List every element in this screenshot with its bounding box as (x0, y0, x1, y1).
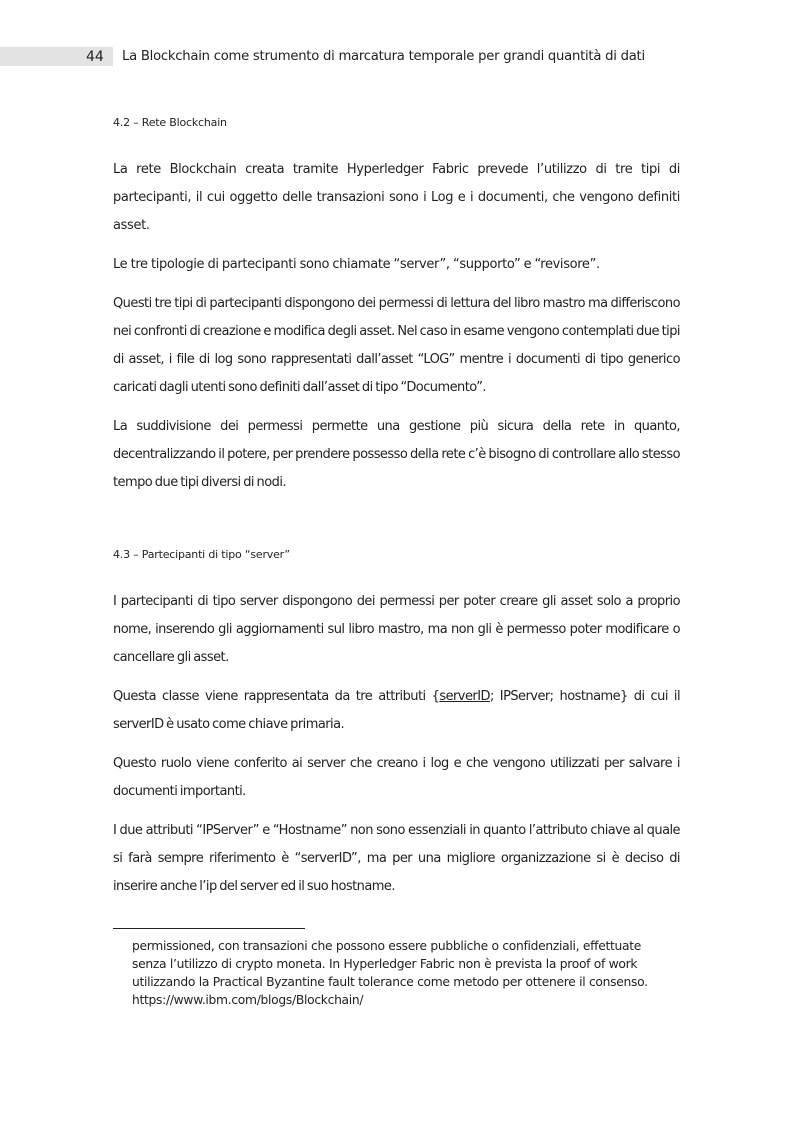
section-heading-4-2: 4.2 – Rete Blockchain (113, 116, 227, 129)
paragraph: I due attributi “IPServer” e “Hostname” non sono essenziali in quanto l’attributo chiave al quale si farà sempre riferimento è “serverID”, ma per una migliore organizzazione si è deciso di inserire anche l’ip del server ed il suo hostname. (113, 823, 680, 894)
paragraph: La suddivisione dei permessi permette una gestione più sicura della rete in quanto, decentralizzando il potere, per prendere possesso della rete c’è bisogno di controllare allo stesso tempo due tipi diversi di nodi. (113, 419, 680, 490)
text-segment: ; IPServer; hostname} di cui il serverID è usato come chiave primaria. (113, 689, 680, 732)
section-heading-4-3: 4.3 – Partecipanti di tipo “server” (113, 548, 290, 561)
primary-key-term: serverID (439, 689, 490, 704)
footnote (132, 937, 672, 1009)
paragraph: Le tre tipologie di partecipanti sono chiamate “server”, “supporto” e “revisore”. (113, 257, 600, 272)
paragraph: I partecipanti di tipo server dispongono dei permessi per poter creare gli asset solo a proprio nome, inserendo gli aggiornamenti sul libro mastro, ma non gli è permesso poter modificare o cancellare gli asset. (113, 594, 680, 665)
page-number: 44 (86, 49, 104, 65)
text-segment: Questa classe viene rappresentata da tre attributi { (113, 689, 440, 704)
footnote-rule (113, 928, 305, 929)
paragraph: Questo ruolo viene conferito ai server che creano i log e che vengono utilizzati per salvare i documenti importanti. (113, 756, 680, 799)
paragraph: Questi tre tipi di partecipanti dispongono dei permessi di lettura del libro mastro ma differiscono nei confronti di creazione e modifica degli asset. Nel caso in esame vengono contemplati due tipi di asset, i file di log sono rappresentati dall’asset “LOG” mentre i documenti di tipo generico caricati dagli utenti sono definiti dall’asset di tipo “Documento”. (113, 296, 680, 395)
footnote-text: permissioned, con transazioni che possono essere pubbliche o confidenziali, effettuate senza l’utilizzo di crypto moneta. In Hyperledger Fabric non è prevista la proof of work utilizzando la Practical Byzantine fault tolerance come metodo per ottenere il consenso. https://www.ibm.com/blogs/Blockchain/ (132, 939, 648, 1007)
section-4-3-body (113, 588, 680, 901)
section-4-2-body (113, 156, 680, 497)
paragraph-attributes (113, 683, 680, 739)
running-title: La Blockchain come strumento di marcatura temporale per grandi quantità di dati (122, 49, 645, 64)
paragraph: La rete Blockchain creata tramite Hyperledger Fabric prevede l’utilizzo di tre tipi di partecipanti, il cui oggetto delle transazioni sono i Log e i documenti, che vengono definiti asset. (113, 162, 680, 233)
